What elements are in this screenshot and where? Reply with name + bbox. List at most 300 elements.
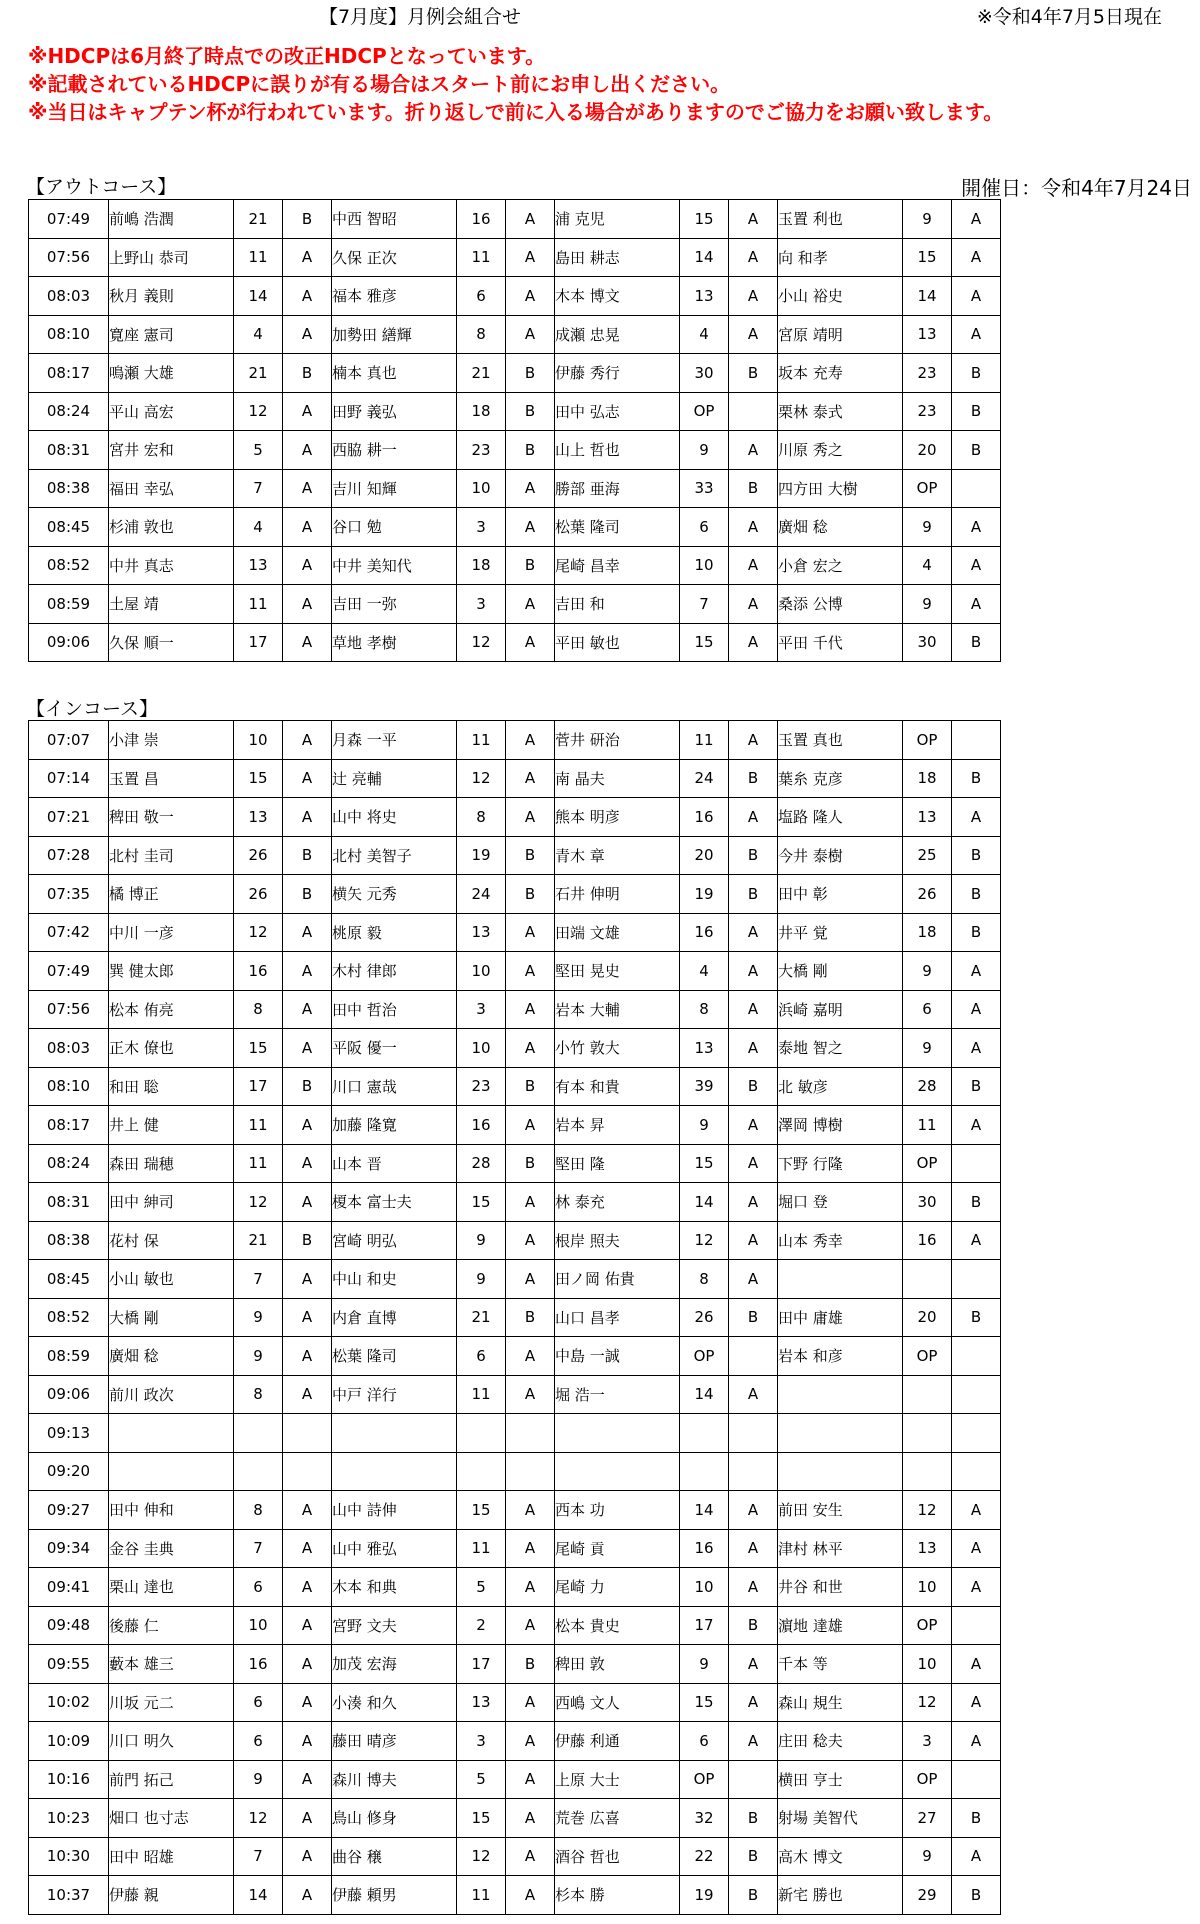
player-class: B [952, 836, 1001, 875]
player-name: 中島 一誠 [555, 1337, 680, 1376]
pairing-row [29, 1183, 1001, 1222]
player-class: A [952, 585, 1001, 624]
handicap: 6 [457, 1337, 506, 1376]
player-class: A [283, 759, 332, 798]
player-class: A [506, 469, 555, 508]
pairing-row [29, 1106, 1001, 1145]
pairing-row [29, 1606, 1001, 1645]
player-name: 前川 政次 [109, 1375, 234, 1414]
player-name: 小山 敏也 [109, 1260, 234, 1299]
player-class: A [283, 1375, 332, 1414]
pairing-row [29, 1029, 1001, 1068]
tee-time: 09:34 [29, 1529, 109, 1568]
player-name: 井上 健 [109, 1106, 234, 1145]
player-name: 廣畑 稔 [778, 508, 903, 547]
handicap: 9 [903, 585, 952, 624]
pairing-row [29, 623, 1001, 662]
player-class: A [952, 238, 1001, 277]
player-class: A [506, 315, 555, 354]
handicap: 17 [234, 1067, 283, 1106]
player-class: A [283, 1144, 332, 1183]
handicap: 9 [457, 1221, 506, 1260]
player-name: 山中 詩伸 [332, 1491, 457, 1530]
player-name: 根岸 照夫 [555, 1221, 680, 1260]
handicap: 12 [457, 759, 506, 798]
handicap: 11 [457, 238, 506, 277]
handicap: 20 [903, 431, 952, 470]
player-class: A [506, 1106, 555, 1145]
player-class: A [729, 952, 778, 991]
handicap: 10 [457, 952, 506, 991]
tee-time: 08:03 [29, 1029, 109, 1068]
handicap: 13 [903, 1529, 952, 1568]
handicap: 7 [680, 585, 729, 624]
handicap: 13 [680, 1029, 729, 1068]
handicap: 12 [457, 623, 506, 662]
player-name: 浦 克児 [555, 200, 680, 239]
tee-time: 08:24 [29, 392, 109, 431]
player-class: A [952, 990, 1001, 1029]
player-class [729, 1452, 778, 1491]
player-class [506, 1452, 555, 1491]
player-name: 青木 章 [555, 836, 680, 875]
player-name: 熊本 明彦 [555, 798, 680, 837]
player-name: 平田 千代 [778, 623, 903, 662]
player-class: A [952, 1221, 1001, 1260]
player-name [332, 1414, 457, 1453]
player-class: A [729, 238, 778, 277]
handicap: 17 [457, 1645, 506, 1684]
handicap: 3 [457, 1722, 506, 1761]
player-class [506, 1414, 555, 1453]
pairing-row [29, 1260, 1001, 1299]
player-name: 内倉 直博 [332, 1298, 457, 1337]
player-name: 杉本 勝 [555, 1876, 680, 1915]
handicap: OP [903, 1760, 952, 1799]
pairing-row [29, 469, 1001, 508]
player-name: 伊藤 利通 [555, 1722, 680, 1761]
handicap: 16 [680, 1529, 729, 1568]
player-name: 田中 伸和 [109, 1491, 234, 1530]
player-class: A [952, 798, 1001, 837]
tee-time: 08:59 [29, 1337, 109, 1376]
notice-captain-cup: ※当日はキャプテン杯が行われています。折り返しで前に入る場合がありますのでご協力をお願い致します。 [28, 100, 1004, 124]
pairing-row [29, 1067, 1001, 1106]
pairing-row [29, 431, 1001, 470]
tee-time: 08:31 [29, 1183, 109, 1222]
player-name: 堀口 登 [778, 1183, 903, 1222]
player-class: A [729, 1183, 778, 1222]
player-class: A [283, 1529, 332, 1568]
pairing-row [29, 1452, 1001, 1491]
handicap: 21 [234, 354, 283, 393]
player-name: 泰地 智之 [778, 1029, 903, 1068]
player-name [555, 1452, 680, 1491]
handicap: 10 [680, 546, 729, 585]
player-class: A [283, 1183, 332, 1222]
handicap: 32 [680, 1799, 729, 1838]
player-class: A [729, 546, 778, 585]
player-class: A [506, 585, 555, 624]
player-name: 曲谷 穣 [332, 1837, 457, 1876]
pairing-row [29, 1722, 1001, 1761]
player-name [778, 1414, 903, 1453]
handicap: 2 [457, 1606, 506, 1645]
handicap: 15 [680, 1683, 729, 1722]
player-class: A [952, 1529, 1001, 1568]
handicap: 18 [903, 913, 952, 952]
handicap: 8 [234, 1491, 283, 1530]
player-name: 石井 伸明 [555, 875, 680, 914]
player-name: 宮原 靖明 [778, 315, 903, 354]
handicap: 7 [234, 469, 283, 508]
out-course-table [28, 199, 1001, 662]
tee-time: 09:41 [29, 1568, 109, 1607]
player-class: A [729, 798, 778, 837]
player-name: 小津 崇 [109, 721, 234, 760]
handicap: 23 [903, 392, 952, 431]
player-name: 北村 美智子 [332, 836, 457, 875]
player-class [729, 1760, 778, 1799]
player-name: 稗田 敬一 [109, 798, 234, 837]
player-name: 土屋 靖 [109, 585, 234, 624]
player-class: A [952, 1106, 1001, 1145]
player-class: A [283, 952, 332, 991]
handicap: 30 [903, 623, 952, 662]
player-name: 川原 秀之 [778, 431, 903, 470]
handicap: 26 [680, 1298, 729, 1337]
player-class: A [506, 1491, 555, 1530]
player-class: A [729, 1722, 778, 1761]
player-class: A [952, 1029, 1001, 1068]
player-class: B [283, 1221, 332, 1260]
player-name: 西嶋 文人 [555, 1683, 680, 1722]
player-name: 松葉 隆司 [555, 508, 680, 547]
tee-time: 08:45 [29, 508, 109, 547]
player-class: A [283, 1106, 332, 1145]
player-class: A [283, 1491, 332, 1530]
player-class: A [283, 508, 332, 547]
handicap: 4 [234, 508, 283, 547]
player-name: 四方田 大樹 [778, 469, 903, 508]
player-name: 尾崎 力 [555, 1568, 680, 1607]
handicap: 12 [903, 1683, 952, 1722]
player-class [952, 721, 1001, 760]
player-name: 山上 哲也 [555, 431, 680, 470]
handicap: 10 [903, 1568, 952, 1607]
player-class: A [729, 1683, 778, 1722]
player-class: A [729, 1029, 778, 1068]
player-name: 大橋 剛 [778, 952, 903, 991]
player-class: A [506, 1375, 555, 1414]
handicap: 13 [903, 315, 952, 354]
player-class: A [506, 508, 555, 547]
tee-time: 08:03 [29, 277, 109, 316]
handicap: 12 [903, 1491, 952, 1530]
player-class: A [283, 1722, 332, 1761]
pairing-row [29, 1414, 1001, 1453]
handicap: 11 [234, 585, 283, 624]
player-name: 山中 雅弘 [332, 1529, 457, 1568]
handicap: 11 [680, 721, 729, 760]
handicap: 15 [680, 200, 729, 239]
handicap: OP [903, 1606, 952, 1645]
player-class: A [729, 200, 778, 239]
handicap: 9 [903, 508, 952, 547]
player-name: 中井 真志 [109, 546, 234, 585]
player-class: A [729, 1221, 778, 1260]
handicap: 9 [234, 1760, 283, 1799]
player-class: B [952, 431, 1001, 470]
player-name: 久保 順一 [109, 623, 234, 662]
player-class: A [283, 546, 332, 585]
pairing-row [29, 585, 1001, 624]
pairing-row [29, 1144, 1001, 1183]
player-class [283, 1414, 332, 1453]
handicap: 9 [234, 1337, 283, 1376]
player-class: A [283, 798, 332, 837]
player-class: B [729, 836, 778, 875]
notice-hdcp-error: ※記載されているHDCPに誤りが有る場合はスタート前にお申し出ください。 [28, 72, 731, 96]
player-class: A [283, 585, 332, 624]
player-name [778, 1452, 903, 1491]
handicap: 14 [680, 1183, 729, 1222]
handicap: 11 [903, 1106, 952, 1145]
player-class: B [729, 469, 778, 508]
player-name: 浜崎 嘉明 [778, 990, 903, 1029]
player-name: 前嶋 浩潤 [109, 200, 234, 239]
player-name: 玉置 真也 [778, 721, 903, 760]
player-class: A [729, 277, 778, 316]
player-class: B [283, 1067, 332, 1106]
tee-time: 08:59 [29, 585, 109, 624]
handicap: 20 [903, 1298, 952, 1337]
player-name: 中山 和史 [332, 1260, 457, 1299]
handicap: OP [903, 469, 952, 508]
tee-time: 07:56 [29, 238, 109, 277]
handicap: 9 [903, 200, 952, 239]
player-class: A [283, 1799, 332, 1838]
player-class [729, 1414, 778, 1453]
handicap: 12 [234, 392, 283, 431]
player-name: 平阪 優一 [332, 1029, 457, 1068]
player-name: 和田 聡 [109, 1067, 234, 1106]
player-name: 岩本 昇 [555, 1106, 680, 1145]
player-name: 畑口 也寸志 [109, 1799, 234, 1838]
handicap: 14 [234, 1876, 283, 1915]
player-name: 吉川 知輝 [332, 469, 457, 508]
player-class: B [729, 1298, 778, 1337]
player-class: A [952, 200, 1001, 239]
handicap: 8 [680, 1260, 729, 1299]
player-name: 田中 庸雄 [778, 1298, 903, 1337]
player-name: 草地 孝樹 [332, 623, 457, 662]
handicap: 21 [234, 200, 283, 239]
tee-time: 09:48 [29, 1606, 109, 1645]
handicap: 6 [234, 1568, 283, 1607]
player-class: B [952, 1067, 1001, 1106]
player-name: 堅田 晃史 [555, 952, 680, 991]
player-class [952, 1760, 1001, 1799]
player-class: A [283, 1760, 332, 1799]
handicap: 10 [457, 1029, 506, 1068]
player-name: 山中 将史 [332, 798, 457, 837]
player-name: 月森 一平 [332, 721, 457, 760]
handicap: 11 [457, 721, 506, 760]
player-name: 小倉 宏之 [778, 546, 903, 585]
pairing-row [29, 508, 1001, 547]
player-class: B [506, 546, 555, 585]
handicap: 7 [234, 1260, 283, 1299]
handicap: 12 [234, 913, 283, 952]
pairing-row [29, 952, 1001, 991]
player-class [952, 1452, 1001, 1491]
player-name: 宮崎 明弘 [332, 1221, 457, 1260]
player-class: A [506, 1876, 555, 1915]
player-name: 福本 雅彦 [332, 277, 457, 316]
player-name: 吉田 和 [555, 585, 680, 624]
handicap: 13 [680, 277, 729, 316]
pairing-row [29, 354, 1001, 393]
player-class: A [283, 623, 332, 662]
player-name [555, 1414, 680, 1453]
player-name: 稗田 敦 [555, 1645, 680, 1684]
player-class: A [729, 1645, 778, 1684]
out-course-label: 【アウトコース】 [26, 176, 177, 198]
player-class: A [952, 546, 1001, 585]
player-name: 島田 耕志 [555, 238, 680, 277]
handicap: 16 [234, 1645, 283, 1684]
player-name: 谷口 勉 [332, 508, 457, 547]
player-name: 田中 弘志 [555, 392, 680, 431]
player-name: 横矢 元秀 [332, 875, 457, 914]
player-class: A [952, 1568, 1001, 1607]
player-name: 木村 律郎 [332, 952, 457, 991]
player-name: 西本 功 [555, 1491, 680, 1530]
player-class: A [729, 1375, 778, 1414]
handicap: 23 [903, 354, 952, 393]
handicap: 3 [457, 508, 506, 547]
tee-time: 08:10 [29, 1067, 109, 1106]
handicap: 9 [234, 1298, 283, 1337]
player-name: 横田 亨士 [778, 1760, 903, 1799]
player-name: 田中 昭雄 [109, 1837, 234, 1876]
player-name: 塩路 隆人 [778, 798, 903, 837]
player-class: B [283, 354, 332, 393]
handicap: 15 [903, 238, 952, 277]
player-name: 福田 幸弘 [109, 469, 234, 508]
tee-time: 08:52 [29, 546, 109, 585]
player-class: A [952, 508, 1001, 547]
player-class: A [506, 913, 555, 952]
handicap: 16 [457, 200, 506, 239]
handicap: 11 [234, 1106, 283, 1145]
player-name: 勝部 亜海 [555, 469, 680, 508]
player-name: 今井 泰樹 [778, 836, 903, 875]
player-class: A [283, 1876, 332, 1915]
tee-time: 08:31 [29, 431, 109, 470]
player-name: 上野山 恭司 [109, 238, 234, 277]
player-name: 桑添 公博 [778, 585, 903, 624]
player-class: A [952, 1722, 1001, 1761]
handicap: 12 [234, 1183, 283, 1222]
player-name: 川坂 元二 [109, 1683, 234, 1722]
player-class: A [506, 238, 555, 277]
player-class: B [952, 623, 1001, 662]
handicap [457, 1452, 506, 1491]
handicap: 14 [903, 277, 952, 316]
handicap: 11 [234, 1144, 283, 1183]
player-class: A [506, 798, 555, 837]
tee-time: 07:21 [29, 798, 109, 837]
player-name: 宮井 宏和 [109, 431, 234, 470]
tee-time: 09:20 [29, 1452, 109, 1491]
player-name: 北村 圭司 [109, 836, 234, 875]
player-name: 津村 林平 [778, 1529, 903, 1568]
player-class: A [729, 1144, 778, 1183]
page-title: 【7月度】月例会組合せ [318, 6, 522, 28]
player-class: A [952, 952, 1001, 991]
handicap: 23 [457, 1067, 506, 1106]
player-name: 庄田 稔夫 [778, 1722, 903, 1761]
tee-time: 07:14 [29, 759, 109, 798]
handicap: OP [903, 1337, 952, 1376]
player-name [109, 1452, 234, 1491]
player-class [729, 392, 778, 431]
player-name: 松葉 隆司 [332, 1337, 457, 1376]
player-name: 田中 彰 [778, 875, 903, 914]
player-name: 玉置 昌 [109, 759, 234, 798]
handicap: 18 [457, 392, 506, 431]
player-class: A [506, 1529, 555, 1568]
player-class: B [729, 875, 778, 914]
tee-time: 07:49 [29, 952, 109, 991]
player-name: 森田 瑞穂 [109, 1144, 234, 1183]
player-name: 松本 貴史 [555, 1606, 680, 1645]
player-class: B [952, 875, 1001, 914]
player-name: 山本 秀幸 [778, 1221, 903, 1260]
handicap: 5 [457, 1568, 506, 1607]
player-class: A [283, 1029, 332, 1068]
player-name: 田中 哲治 [332, 990, 457, 1029]
pairing-row [29, 1645, 1001, 1684]
handicap: 8 [234, 1375, 283, 1414]
handicap: 29 [903, 1876, 952, 1915]
handicap: 33 [680, 469, 729, 508]
pairing-row [29, 721, 1001, 760]
handicap: 24 [457, 875, 506, 914]
handicap: 15 [457, 1491, 506, 1530]
handicap: 13 [234, 798, 283, 837]
player-class: A [952, 1837, 1001, 1876]
handicap: 25 [903, 836, 952, 875]
handicap: 27 [903, 1799, 952, 1838]
tee-time: 07:56 [29, 990, 109, 1029]
tee-time: 08:24 [29, 1144, 109, 1183]
handicap: 15 [680, 623, 729, 662]
pairing-row [29, 990, 1001, 1029]
player-class: A [506, 1760, 555, 1799]
player-name: 花村 保 [109, 1221, 234, 1260]
handicap: 9 [680, 1106, 729, 1145]
player-class: A [729, 721, 778, 760]
handicap: 4 [234, 315, 283, 354]
handicap: 9 [903, 1029, 952, 1068]
handicap: 30 [903, 1183, 952, 1222]
pairing-row [29, 1799, 1001, 1838]
player-name: 橘 博正 [109, 875, 234, 914]
handicap: 4 [680, 952, 729, 991]
